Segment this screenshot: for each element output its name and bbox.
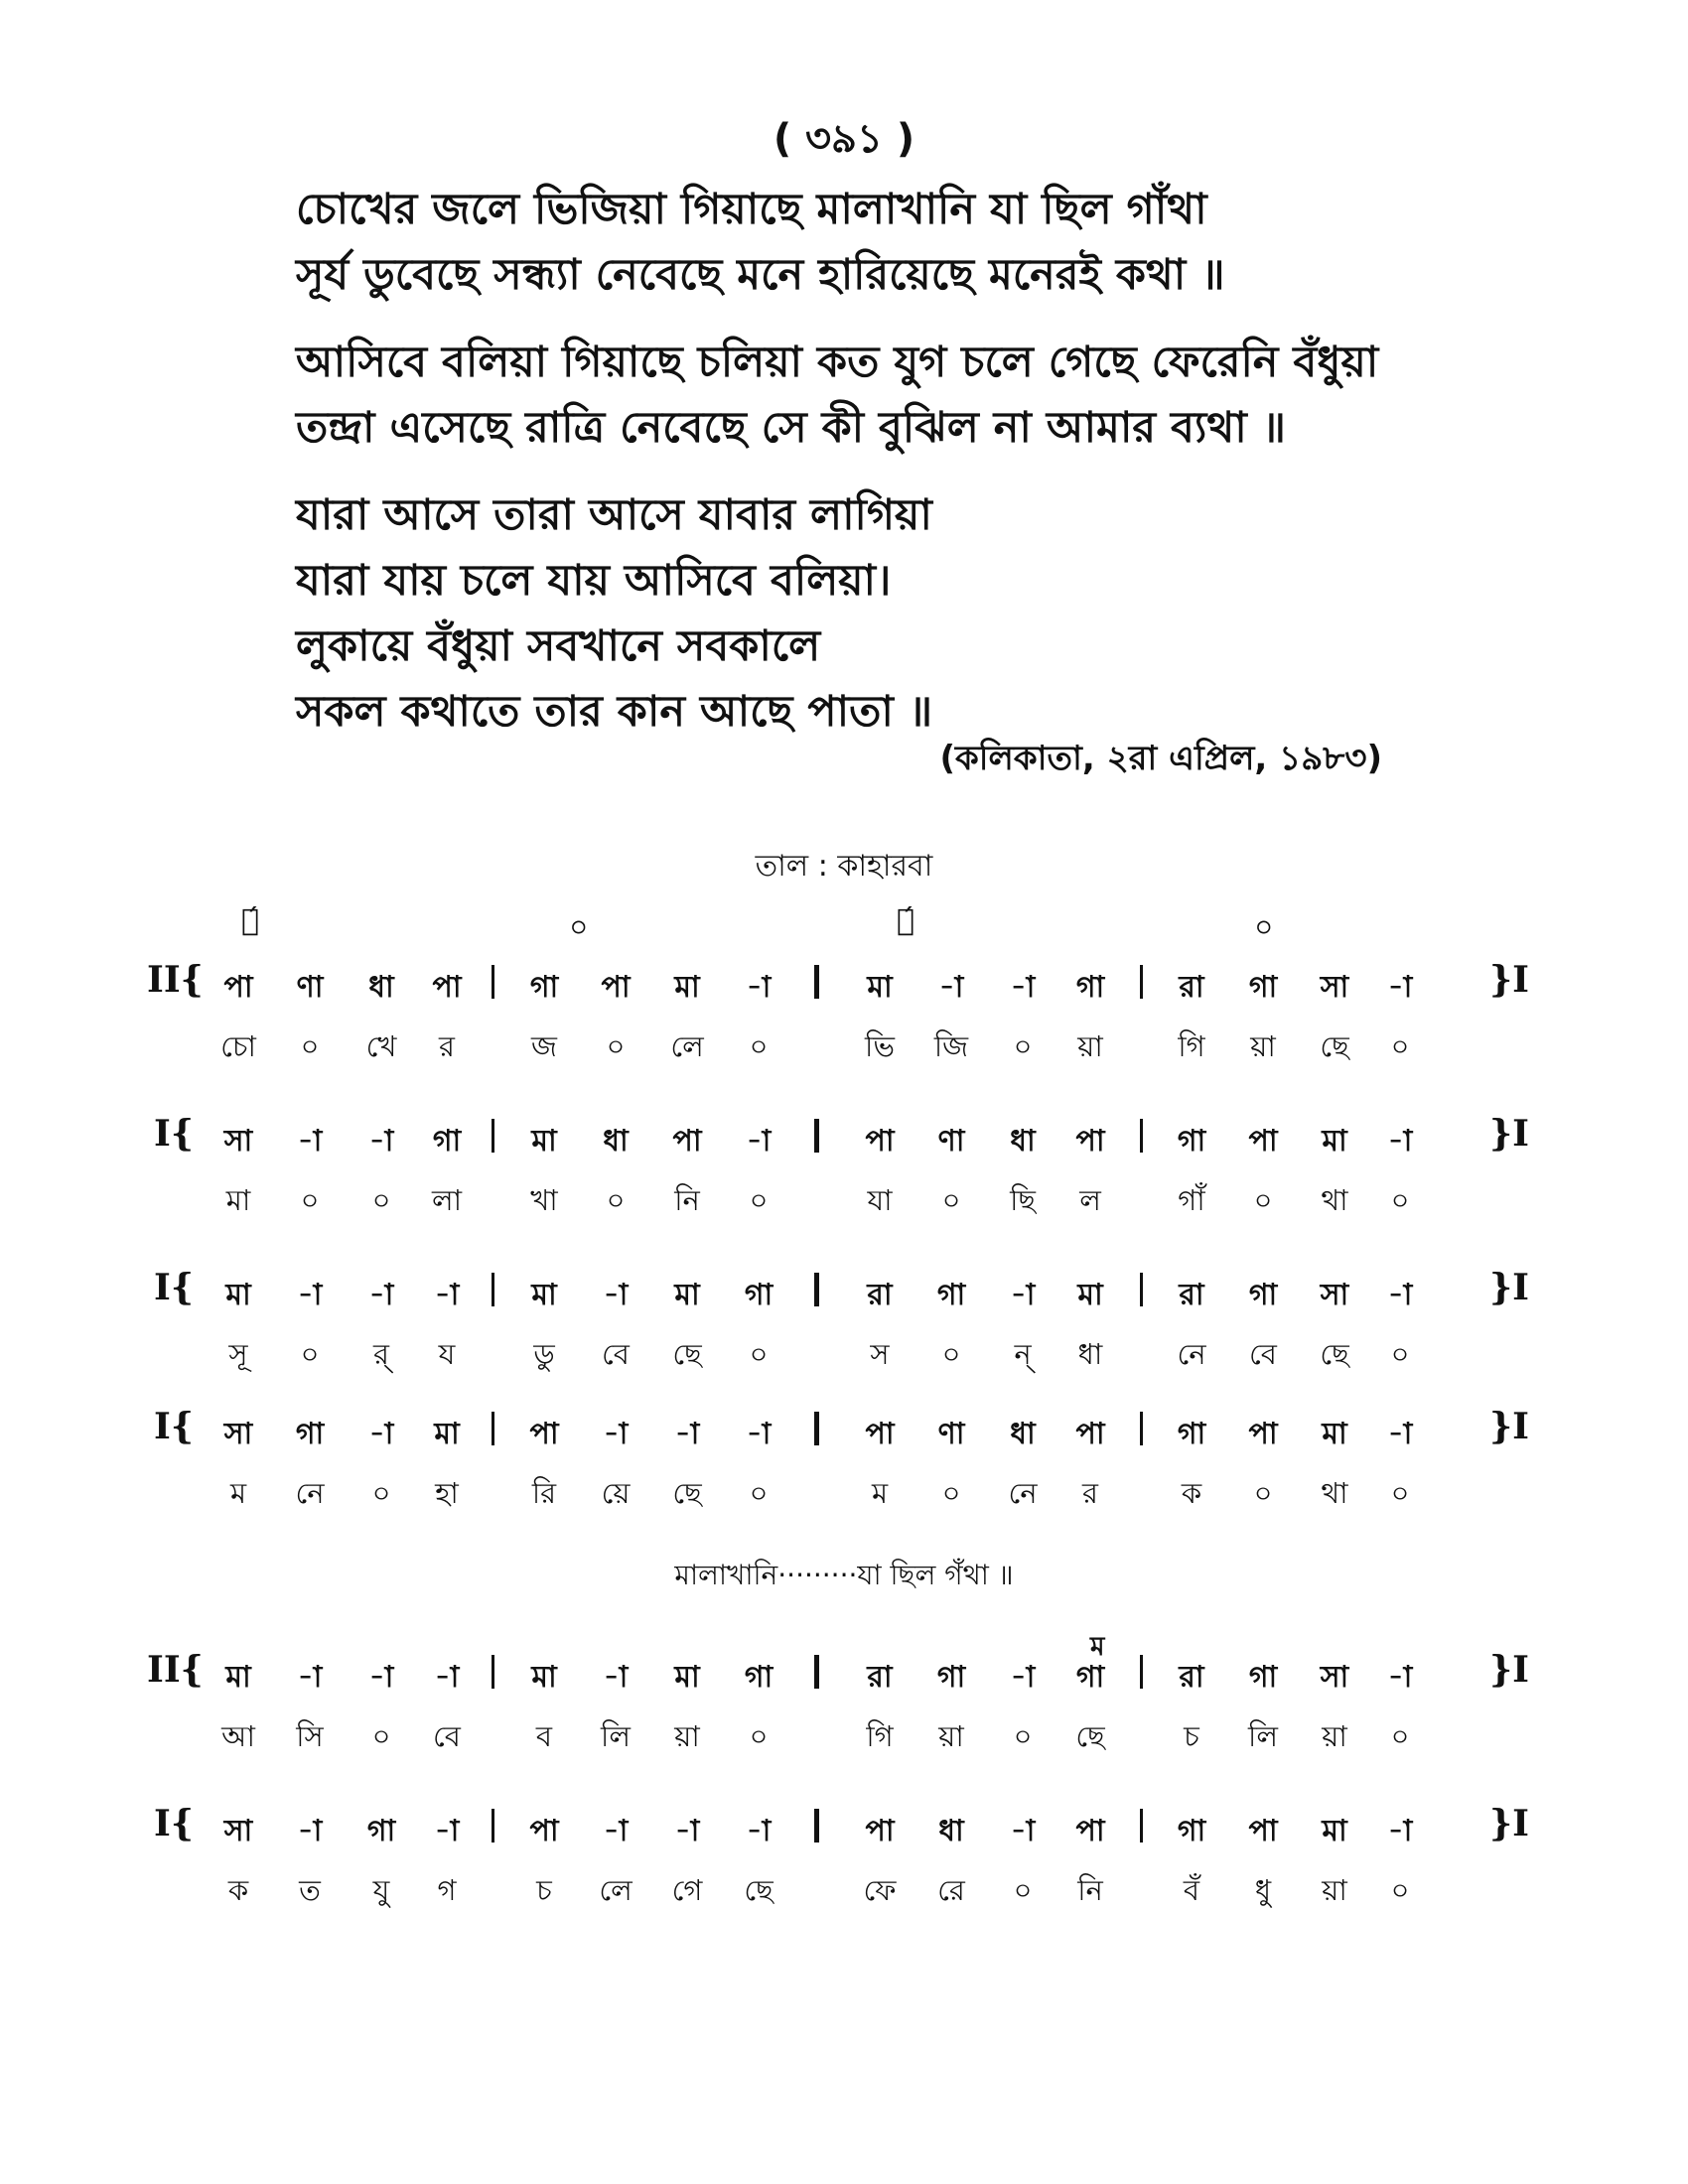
lyric-syllable: লে	[599, 1873, 633, 1907]
lyric-syllable: চ	[1184, 1719, 1199, 1753]
swara-note: পা	[529, 1417, 559, 1451]
swara-note: -া	[674, 1417, 700, 1451]
swara-note: রা	[1179, 970, 1204, 1005]
lyric-syllable: ধু	[1254, 1873, 1272, 1907]
half-divider	[814, 1809, 819, 1843]
swara-note: -া	[434, 1660, 460, 1695]
lyric-syllable-row	[0, 1332, 1688, 1382]
lyric-syllable: ০	[371, 1183, 391, 1217]
refrain-line: মালাখানি·········যা ছিল গঁথা ॥	[674, 1559, 1014, 1591]
half-divider	[814, 1119, 819, 1153]
lyric-syllable: ০	[749, 1719, 769, 1753]
lyric-syllable: ০	[941, 1183, 961, 1217]
lyric-syllable: গি	[1178, 1029, 1205, 1063]
swara-note: মা	[531, 1660, 557, 1695]
row-close-mark: }I	[1489, 1406, 1529, 1447]
swara-note: -া	[434, 1278, 460, 1312]
half-divider	[814, 1655, 819, 1689]
lyric-syllable: ক	[227, 1873, 249, 1907]
swara-note: গা	[1248, 1660, 1278, 1695]
swara-note: গা	[1177, 1417, 1206, 1451]
swara-note: -া	[368, 1278, 394, 1312]
swara-note: -া	[368, 1417, 394, 1451]
beat-divider	[492, 1412, 494, 1445]
swara-note: -া	[1387, 970, 1413, 1005]
half-divider	[814, 1412, 819, 1445]
row-open-mark: II{	[147, 1649, 204, 1691]
lyric-line: লুকায়ে বঁধুয়া সবখানে সবকালে	[296, 621, 821, 671]
lyric-syllable: জি	[933, 1029, 969, 1063]
swara-note: -া	[746, 1124, 772, 1159]
swara-note: -া	[603, 1814, 629, 1848]
stanza-2	[296, 330, 1487, 461]
lyric-syllable: আ	[221, 1719, 255, 1753]
lyric-syllable: নে	[1177, 1337, 1206, 1371]
beat-divider	[1140, 1655, 1143, 1689]
swara-note: সা	[1320, 970, 1349, 1005]
beat-divider	[492, 1655, 494, 1689]
swara-note: -া	[1387, 1124, 1413, 1159]
lyric-syllable: ন্	[1014, 1337, 1032, 1371]
beat-divider	[492, 1809, 494, 1843]
swara-note: মা	[531, 1124, 557, 1159]
row-close-mark: }I	[1489, 1113, 1529, 1155]
swara-note: পা	[529, 1814, 559, 1848]
lyric-syllable: গি	[866, 1719, 894, 1753]
swara-note: মা	[674, 1660, 700, 1695]
lyric-syllable: ম	[229, 1476, 247, 1510]
swara-note: সা	[223, 1814, 253, 1848]
swara-note: গা	[744, 1660, 774, 1695]
lyric-syllable: ০	[371, 1476, 391, 1510]
lyric-syllable: ব	[535, 1719, 553, 1753]
lyric-syllable: স	[870, 1337, 890, 1371]
swara-note: মা	[1322, 1417, 1347, 1451]
lyric-syllable: ০	[1390, 1873, 1410, 1907]
swara-note: -া	[1010, 1814, 1036, 1848]
lyric-syllable: ছে	[672, 1476, 702, 1510]
lyric-syllable: গে	[671, 1873, 703, 1907]
lyric-syllable: নে	[295, 1476, 325, 1510]
page-number: ( ৩৯১ )	[773, 116, 915, 162]
lyric-line: চোখের জলে ভিজিয়া গিয়াছে মালাখানি যা ছিল গাঁথা	[296, 185, 1207, 234]
lyric-syllable: ০	[1390, 1029, 1410, 1063]
lyric-syllable: ল	[1079, 1183, 1101, 1217]
swara-note: মা	[1322, 1814, 1347, 1848]
swara-note: পা	[672, 1124, 702, 1159]
swara-note: গা	[936, 1660, 966, 1695]
swara-note: গা	[295, 1417, 325, 1451]
swara-note: -া	[1010, 1660, 1036, 1695]
lyric-syllable: ডু	[533, 1337, 555, 1371]
swara-note: -া	[746, 1417, 772, 1451]
lyric-syllable: ০	[941, 1476, 961, 1510]
lyric-syllable: য়া	[1250, 1029, 1276, 1063]
swara-row	[0, 1117, 1688, 1166]
lyric-syllable: ০	[941, 1337, 961, 1371]
swara-note: -া	[434, 1814, 460, 1848]
lyric-syllable: ছে	[1320, 1337, 1349, 1371]
lyric-syllable: ০	[371, 1719, 391, 1753]
beat-divider	[1140, 1809, 1143, 1843]
swara-note: -া	[368, 1124, 394, 1159]
lyric-syllable: ০	[1390, 1719, 1410, 1753]
lyric-syllable: খা	[530, 1183, 558, 1217]
swara-note: মা	[225, 1660, 251, 1695]
row-open-mark: II{	[147, 959, 204, 1001]
lyric-syllable: ০	[1013, 1873, 1033, 1907]
swara-note: -া	[603, 1417, 629, 1451]
tala-label: তাল : কাহারবা	[755, 849, 933, 884]
lyric-line: যারা আসে তারা আসে যাবার লাগিয়া	[296, 490, 932, 540]
lyric-syllable: চো	[220, 1029, 256, 1063]
swara-note: গা	[1248, 1278, 1278, 1312]
lyric-syllable: বঁ	[1183, 1873, 1200, 1907]
lyric-syllable: লি	[601, 1719, 631, 1753]
swara-note: পা	[601, 970, 631, 1005]
swara-note: গা	[529, 970, 559, 1005]
lyric-syllable: ফে	[863, 1873, 897, 1907]
dateline: (কলিকাতা, ২রা এপ্রিল, ১৯৮৩)	[939, 739, 1382, 778]
swara-note: -া	[297, 1278, 323, 1312]
lyric-syllable: সি	[296, 1719, 324, 1753]
lyric-syllable: র	[439, 1029, 455, 1063]
swara-note: -া	[746, 970, 772, 1005]
beat-divider	[1140, 1412, 1143, 1445]
lyric-syllable: জ	[531, 1029, 557, 1063]
swara-note: -া	[1387, 1814, 1413, 1848]
swara-note: -া	[1010, 970, 1036, 1005]
beat-divider	[492, 1273, 494, 1306]
lyric-syllable-row	[0, 1471, 1688, 1521]
swara-note: -া	[1010, 1278, 1036, 1312]
lyric-syllable: য়া	[938, 1719, 964, 1753]
swara-note: -া	[603, 1278, 629, 1312]
over-note: ম	[1090, 1632, 1105, 1662]
row-close-mark: }I	[1489, 1267, 1529, 1308]
swara-note: রা	[867, 1660, 893, 1695]
lyric-syllable: য়া	[1322, 1719, 1347, 1753]
lyric-syllable: ০	[1390, 1476, 1410, 1510]
swara-note: গা	[1075, 970, 1105, 1005]
lyric-line: আসিবে বলিয়া গিয়াছে চলিয়া কত যুগ চলে গেছে ফেরেনি বঁধুয়া	[296, 338, 1379, 387]
lyric-syllable-row	[0, 1178, 1688, 1228]
lyric-syllable: গ	[437, 1873, 457, 1907]
swara-note: -া	[297, 1124, 323, 1159]
swara-note: রা	[1179, 1278, 1204, 1312]
lyric-syllable: ০	[749, 1029, 769, 1063]
swara-note: -া	[938, 970, 964, 1005]
lyric-syllable: মা	[225, 1183, 251, 1217]
swara-note: -া	[368, 1660, 394, 1695]
swara-note: রা	[867, 1278, 893, 1312]
swara-note: -া	[297, 1814, 323, 1848]
lyric-syllable-row	[0, 1868, 1688, 1918]
lyric-syllable: লি	[1248, 1719, 1278, 1753]
swara-note: ধা	[938, 1814, 964, 1848]
swara-note: পা	[865, 1814, 895, 1848]
lyric-syllable: ০	[300, 1029, 320, 1063]
lyric-syllable: ছে	[1075, 1719, 1105, 1753]
lyric-line: সূর্য ডুবেছে সন্ধ্যা নেবেছে মনে হারিয়েছে মনেরই কথা ॥	[296, 250, 1225, 300]
lyric-syllable: ০	[749, 1476, 769, 1510]
lyric-syllable: ছি	[1010, 1183, 1036, 1217]
lyric-syllable: নি	[674, 1183, 700, 1217]
beat-marker: ১́	[241, 903, 260, 938]
swara-note: ণা	[296, 970, 324, 1005]
lyric-syllable: থা	[1321, 1183, 1348, 1217]
lyric-syllable: রি	[531, 1476, 557, 1510]
lyric-syllable: য়া	[1322, 1873, 1347, 1907]
lyric-syllable: লে	[670, 1029, 704, 1063]
swara-note: ধা	[603, 1124, 629, 1159]
beat-divider	[1140, 965, 1143, 999]
lyric-syllable: ০	[1013, 1029, 1033, 1063]
lyric-syllable: চ	[536, 1873, 552, 1907]
swara-note: পা	[223, 970, 253, 1005]
lyric-syllable: লা	[431, 1183, 463, 1217]
lyric-syllable-row	[0, 1714, 1688, 1764]
swara-note: মা	[674, 970, 700, 1005]
lyric-syllable: ০	[300, 1183, 320, 1217]
lyric-syllable: ০	[300, 1337, 320, 1371]
swara-note: মা	[674, 1278, 700, 1312]
swara-note: মা	[434, 1417, 460, 1451]
swara-note: পা	[1248, 1814, 1278, 1848]
swara-note: -া	[297, 1660, 323, 1695]
lyric-syllable: বে	[602, 1337, 630, 1371]
lyric-syllable: য়া	[674, 1719, 700, 1753]
swara-note: -া	[1387, 1660, 1413, 1695]
lyric-syllable: সূ	[228, 1337, 248, 1371]
swara-note: ণা	[937, 1417, 965, 1451]
row-open-mark: I{	[154, 1267, 194, 1308]
lyric-syllable: খে	[365, 1029, 397, 1063]
lyric-syllable: ছে	[744, 1873, 774, 1907]
swara-note: মা	[1322, 1124, 1347, 1159]
swara-note: সা	[1320, 1278, 1349, 1312]
swara-row	[0, 1807, 1688, 1856]
swara-note: -া	[603, 1660, 629, 1695]
swara-row	[0, 1410, 1688, 1459]
beat-divider	[492, 1119, 494, 1153]
swara-note: -া	[746, 1814, 772, 1848]
lyric-syllable: র্	[373, 1337, 389, 1371]
stanza-1	[296, 177, 1487, 308]
lyric-syllable: ০	[749, 1337, 769, 1371]
lyric-syllable: ছে	[1320, 1029, 1349, 1063]
swara-note: ণা	[937, 1124, 965, 1159]
lyric-syllable: ০	[606, 1183, 626, 1217]
row-close-mark: }I	[1489, 1649, 1529, 1691]
lyric-syllable: ত	[299, 1873, 321, 1907]
lyric-syllable: ০	[1390, 1337, 1410, 1371]
swara-note: মা	[225, 1278, 251, 1312]
lyric-syllable: ক	[1181, 1476, 1202, 1510]
swara-note: পা	[865, 1417, 895, 1451]
swara-row	[0, 1271, 1688, 1320]
lyric-syllable: য়ে	[601, 1476, 631, 1510]
swara-note: পা	[1075, 1814, 1105, 1848]
lyric-syllable-row	[0, 1024, 1688, 1074]
swara-row	[0, 1653, 1688, 1703]
row-close-mark: }I	[1489, 959, 1529, 1001]
swara-note: মা	[531, 1278, 557, 1312]
lyric-syllable: গাঁ	[1178, 1183, 1205, 1217]
beat-divider	[492, 965, 494, 999]
lyric-line: যারা যায় চলে যায় আসিবে বলিয়া।	[296, 556, 892, 606]
lyric-syllable: র	[1082, 1476, 1098, 1510]
beat-marker: ০	[1254, 910, 1274, 945]
swara-note: সা	[223, 1124, 253, 1159]
lyric-syllable: ০	[1013, 1719, 1033, 1753]
swara-note: -া	[1387, 1417, 1413, 1451]
beat-marker: ১́	[897, 903, 915, 938]
swara-note: -া	[674, 1814, 700, 1848]
lyric-syllable: রে	[937, 1873, 965, 1907]
swara-row	[0, 963, 1688, 1013]
beat-marker: ০	[569, 910, 589, 945]
swara-note: সা	[223, 1417, 253, 1451]
lyric-syllable: যা	[867, 1183, 893, 1217]
lyric-line: সকল কথাতে তার কান আছে পাতা ॥	[296, 687, 933, 737]
lyric-syllable: ০	[1390, 1183, 1410, 1217]
swara-note: মা	[867, 970, 893, 1005]
swara-note: পা	[1075, 1124, 1105, 1159]
lyric-syllable: য	[438, 1337, 456, 1371]
row-close-mark: }I	[1489, 1803, 1529, 1844]
lyric-syllable: ম	[871, 1476, 889, 1510]
lyric-line: তন্দ্রা এসেছে রাত্রি নেবেছে সে কী বুঝিল না আমার ব্যথা ॥	[296, 403, 1287, 453]
swara-note: ধা	[368, 970, 394, 1005]
lyric-syllable: ০	[1253, 1183, 1273, 1217]
swara-note: পা	[1248, 1417, 1278, 1451]
half-divider	[814, 1273, 819, 1306]
swara-note: রা	[1179, 1660, 1204, 1695]
lyric-syllable: য়া	[1077, 1029, 1103, 1063]
lyric-syllable: থা	[1321, 1476, 1348, 1510]
swara-note: গা	[1177, 1124, 1206, 1159]
lyric-syllable: ০	[606, 1029, 626, 1063]
swara-note: -া	[1387, 1278, 1413, 1312]
row-open-mark: I{	[154, 1113, 194, 1155]
lyric-syllable: ছে	[672, 1337, 702, 1371]
swara-note: গা	[366, 1814, 396, 1848]
swara-note: পা	[432, 970, 462, 1005]
lyric-syllable: বে	[433, 1719, 461, 1753]
half-divider	[814, 965, 819, 999]
row-open-mark: I{	[154, 1803, 194, 1844]
lyric-syllable: নি	[1077, 1873, 1103, 1907]
beat-divider	[1140, 1119, 1143, 1153]
swara-note: ধা	[1010, 1417, 1036, 1451]
stanza-3	[296, 482, 1487, 745]
beat-divider	[1140, 1273, 1143, 1306]
swara-note: পা	[865, 1124, 895, 1159]
swara-note: মা	[1077, 1278, 1103, 1312]
swara-note: গা	[744, 1278, 774, 1312]
lyric-syllable: ভি	[865, 1029, 895, 1063]
swara-note: গা	[936, 1278, 966, 1312]
lyric-syllable: ধা	[1077, 1337, 1103, 1371]
lyrics	[296, 177, 1487, 766]
lyric-syllable: হা	[435, 1476, 459, 1510]
lyric-syllable: যু	[372, 1873, 390, 1907]
swara-note: গা	[1177, 1814, 1206, 1848]
lyric-syllable: ০	[749, 1183, 769, 1217]
swara-note: গা	[1248, 970, 1278, 1005]
row-open-mark: I{	[154, 1406, 194, 1447]
swara-note: গা	[1075, 1660, 1105, 1695]
swara-note: সা	[1320, 1660, 1349, 1695]
swara-note: পা	[1248, 1124, 1278, 1159]
lyric-syllable: বে	[1249, 1337, 1277, 1371]
swara-note: ধা	[1010, 1124, 1036, 1159]
swara-note: গা	[432, 1124, 462, 1159]
lyric-syllable: ০	[1253, 1476, 1273, 1510]
lyric-syllable: নে	[1008, 1476, 1038, 1510]
swara-note: পা	[1075, 1417, 1105, 1451]
